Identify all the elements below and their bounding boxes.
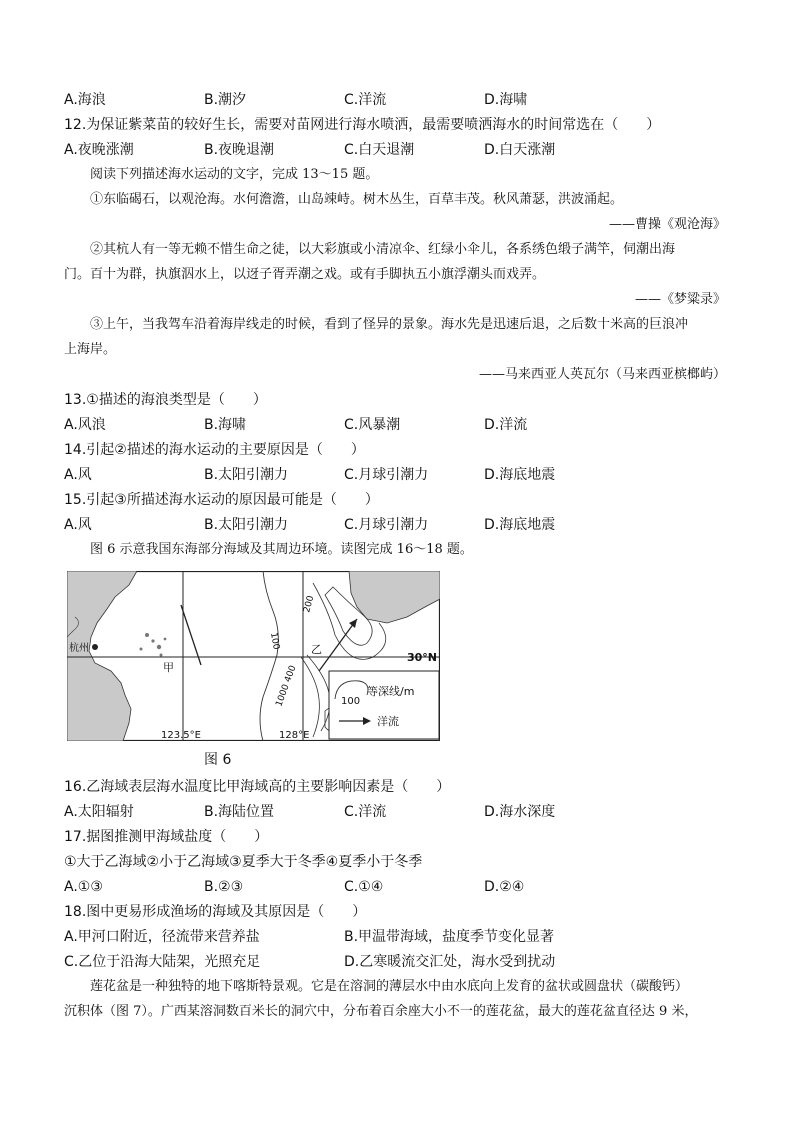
- q11-option-b: B.潮汐: [204, 92, 247, 108]
- city-label: 杭州: [69, 643, 89, 654]
- island: [151, 639, 154, 642]
- passage-p1: ①东临碣石，以观沧海。水何澹澹，山岛竦峙。树木丛生，百草丰茂。秋风萧瑟，洪波涌起。: [90, 192, 624, 207]
- q13-option-b: B.海啸: [204, 417, 247, 433]
- island: [145, 633, 149, 637]
- island: [164, 638, 167, 641]
- q17-option-d: D.②④: [484, 879, 525, 895]
- island: [157, 645, 161, 649]
- q15-stem: 15.引起③所描述海水运动的原因最可能是（ ）: [64, 492, 379, 508]
- q14-option-a: A.风: [64, 467, 92, 483]
- contour-1000-400-label: 1000 400: [274, 664, 299, 709]
- q16-stem: 16.乙海域表层海水温度比甲海域高的主要影响因素是（ ）: [64, 779, 451, 795]
- legend-contour-value: 100: [341, 696, 361, 707]
- q17-option-c: C.①④: [344, 879, 384, 895]
- q18-option-b: B.甲温带海域，盐度季节变化显著: [344, 929, 555, 945]
- passage-p3-line1: ③上午，当我驾车沿着海岸线走的时候，看到了怪异的景象。海水先是迅速后退，之后数十米高的巨浪冲: [90, 317, 689, 332]
- legend-contour-label: 等深线/m: [367, 685, 415, 698]
- q12-option-b: B.夜晚退潮: [204, 142, 275, 158]
- q13-option-d: D.洋流: [484, 417, 528, 433]
- q18-option-a: A.甲河口附近，径流带来营养盐: [64, 929, 260, 945]
- lon2-label: 128°E: [279, 730, 310, 741]
- q13-option-a: A.风浪: [64, 417, 106, 433]
- passage-p3-line2: 上海岸。: [64, 342, 117, 357]
- q16-option-a: A.太阳辐射: [64, 804, 134, 820]
- q14-option-d: D.海底地震: [484, 467, 556, 483]
- passage-p2-line2: 门。百十为群，执旗泅水上，以迓子胥弄潮之戏。或有手脚执五小旗浮潮头而戏弄。: [64, 267, 546, 282]
- q18-option-d: D.乙寒暖流交汇处，海水受到扰动: [344, 954, 556, 970]
- q16-option-d: D.海水深度: [484, 804, 556, 820]
- lotus-line1: 莲花盆是一种独特的地下喀斯特景观。它是在溶洞的薄层水中由水底向上发育的盆状或圆盘状（碳酸钙）: [90, 979, 689, 994]
- q14-option-b: B.太阳引潮力: [204, 467, 289, 483]
- q17-stem: 17.据图推测甲海域盐度（ ）: [64, 829, 269, 845]
- q18-stem: 18.图中更易形成渔场的海域及其原因是（ ）: [64, 904, 367, 920]
- contour-100-label: 100: [268, 631, 281, 651]
- hangzhou-marker: [92, 644, 98, 650]
- q14-stem: 14.引起②描述的海水运动的主要原因是（ ）: [64, 442, 365, 458]
- q13-option-c: C.风暴潮: [344, 417, 401, 433]
- q12-option-a: A.夜晚涨潮: [64, 142, 134, 158]
- label-jia: 甲: [163, 661, 174, 674]
- q18-option-c: C.乙位于沿海大陆架，光照充足: [64, 954, 261, 970]
- passage-p2-source: ——《梦粱录》: [634, 292, 726, 307]
- contour-200-label: 200: [302, 594, 317, 614]
- passage-p3-source: ——马来西亚人英瓦尔（马来西亚槟榔屿）: [478, 367, 726, 382]
- island: [160, 654, 163, 657]
- east-china-sea-map: [67, 571, 440, 741]
- passage-intro: 阅读下列描述海水运动的文字，完成 13～15 题。: [90, 167, 379, 182]
- island: [140, 648, 143, 651]
- q11-option-a: A.海浪: [64, 92, 106, 108]
- q15-option-b: B.太阳引潮力: [204, 517, 289, 533]
- q12-option-c: C.白天退潮: [344, 142, 415, 158]
- q11-option-c: C.洋流: [344, 92, 387, 108]
- q17-choices: ①大于乙海域②小于乙海域③夏季大于冬季④夏季小于冬季: [64, 854, 423, 870]
- q12-option-d: D.白天涨潮: [484, 142, 556, 158]
- lotus-line2: 沉积体（图 7）。广西某溶洞数百米长的洞穴中，分布着百余座大小不一的莲花盆，最大的莲花盆直径达 9 米，: [64, 1004, 698, 1019]
- q12-stem: 12.为保证紫菜苗的较好生长，需要对苗网进行海水喷洒，最需要喷洒海水的时间常选在（ ）: [64, 117, 661, 133]
- q15-option-d: D.海底地震: [484, 517, 556, 533]
- q16-option-b: B.海陆位置: [204, 804, 275, 820]
- q13-stem: 13.①描述的海浪类型是（ ）: [64, 392, 267, 408]
- legend-current-label: 洋流: [377, 715, 399, 728]
- q11-option-d: D.海啸: [484, 92, 528, 108]
- figure-caption: 图 6: [204, 752, 232, 768]
- map-intro: 图 6 示意我国东海部分海域及其周边环境。读图完成 16～18 题。: [90, 542, 473, 557]
- q17-option-a: A.①③: [64, 879, 103, 895]
- q15-option-a: A.风: [64, 517, 92, 533]
- passage-p1-source: ——曹操《观沧海》: [608, 217, 726, 232]
- lat-label: 30°N: [407, 651, 438, 664]
- label-yi: 乙: [311, 643, 322, 656]
- q15-option-c: C.月球引潮力: [344, 517, 429, 533]
- passage-p2-line1: ②其杭人有一等无赖不惜生命之徒，以大彩旗或小清凉伞、红绿小伞儿，各系绣色缎子满竿，伺潮出海: [90, 242, 676, 257]
- q14-option-c: C.月球引潮力: [344, 467, 429, 483]
- lon1-label: 123.5°E: [161, 730, 201, 741]
- q16-option-c: C.洋流: [344, 804, 387, 820]
- q17-option-b: B.②③: [204, 879, 244, 895]
